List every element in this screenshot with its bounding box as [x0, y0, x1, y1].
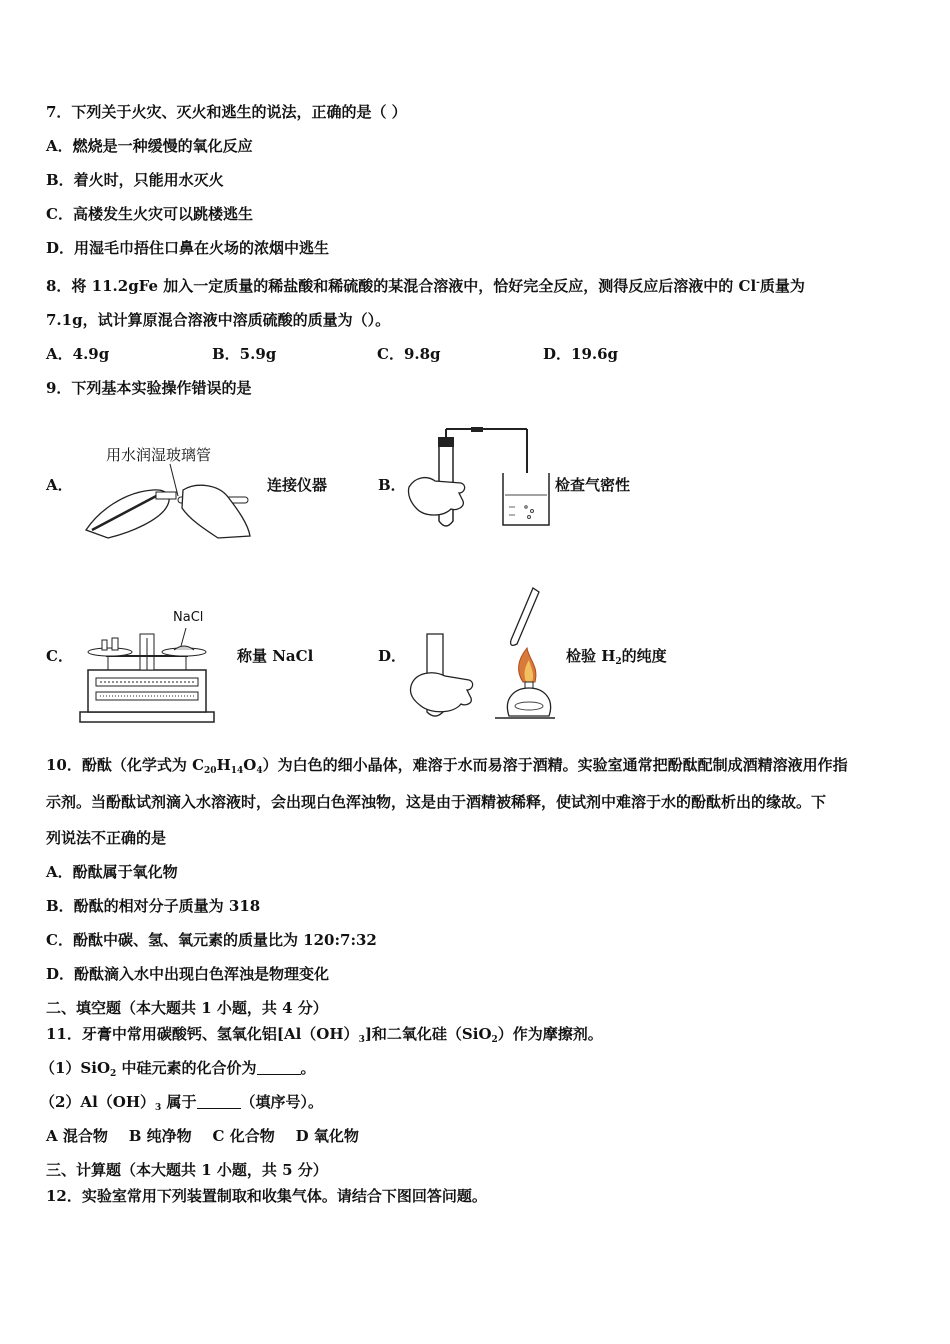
q10-stem-line1: 10．酚酞（化学式为 $C_{20}H_{14}O_4$）为白色的细小晶体，难溶于水而易溶于酒精。实验室通常把酚酞配制成酒精溶液用作指: [46, 756, 848, 776]
q7-option-b: B．着火时，只能用水灭火: [46, 171, 224, 189]
q9-stem: 9．下列基本实验操作错误的是: [46, 379, 252, 397]
q11-part2-answer-blank[interactable]: [197, 1094, 241, 1109]
connect-tubes-figure: [78, 442, 258, 542]
test-tube-beaker-drawing: [405, 425, 550, 533]
q8-option-a: A．4.9g: [46, 345, 110, 363]
q9-a-label: A．: [46, 476, 73, 494]
q11-part2: $(2)Al(OH)_3$ 属于 （填序号）。: [40, 1093, 324, 1113]
q7-stem: 7．下列关于火灾、灭火和逃生的说法，正确的是（ ）: [46, 103, 407, 121]
hands-tube-drawing: [78, 442, 258, 542]
section-calculation-heading: 三、计算题（本大题共 1 小题，共 5 分）: [46, 1161, 328, 1179]
q9-b-label: B．: [378, 476, 406, 494]
q9-a-caption: 连接仪器: [267, 476, 328, 494]
q7-option-a: A．燃烧是一种缓慢的氧化反应: [46, 137, 253, 155]
q10-option-d: D．酚酞滴入水中出现白色浑浊是物理变化: [46, 965, 330, 983]
q8-stem-line2: 7.1g，试计算原混合溶液中溶质硫酸的质量为（）。: [46, 311, 391, 329]
q12-stem: 12．实验室常用下列装置制取和收集气体。请结合下图回答问题。: [46, 1187, 487, 1205]
q9-c-figure-text: NaCl: [173, 610, 204, 625]
q8-option-d: D．19.6g: [543, 345, 619, 363]
q10-option-a: A．酚酞属于氧化物: [46, 863, 178, 881]
q8-option-c: C．9.8g: [377, 345, 441, 363]
q11-options: A 混合物 B 纯净物 C 化合物 D 氧化物: [46, 1127, 359, 1145]
q11-part1-answer-blank[interactable]: [257, 1060, 301, 1075]
q11-part1: （1）SiO$_2$ 中硅元素的化合价为 。: [40, 1059, 316, 1079]
q9-d-caption: 检验 $H_2$的纯度: [566, 647, 667, 667]
q9-c-label: C．: [46, 647, 73, 665]
tube-flame-drawing: [405, 586, 555, 724]
q9-d-label: D．: [378, 647, 407, 665]
section-fill-in-heading: 二、填空题（本大题共 1 小题，共 4 分）: [46, 999, 328, 1017]
q10-option-b: B．酚酞的相对分子质量为 318: [46, 897, 261, 915]
q9-b-caption: 检查气密性: [555, 476, 631, 494]
q10-stem-line3: 列说法不正确的是: [46, 829, 167, 847]
q11-stem: 11．牙膏中常用碳酸钙、氢氧化铝$[Al(OH)_3]$和二氧化硅（SiO$_2$）作为摩擦剂。: [46, 1025, 603, 1045]
balance-figure: [78, 608, 218, 724]
q10-stem-line2: 示剂。当酚酞试剂滴入水溶液时，会出现白色浑浊物，这是由于酒精被稀释，使试剂中难溶于水的酚酞析出的缘故。下: [46, 793, 827, 811]
q9-a-figure-text: 用水润湿玻璃管: [106, 446, 212, 464]
q7-option-c: C．高楼发生火灾可以跳楼逃生: [46, 205, 253, 223]
scale-drawing: [78, 608, 218, 724]
airtight-check-figure: [405, 425, 550, 533]
q7-option-d: D．用湿毛巾捂住口鼻在火场的浓烟中逃生: [46, 239, 330, 257]
q8-option-b: B．5.9g: [212, 345, 277, 363]
q10-option-c: C．酚酞中碳、氢、氧元素的质量比为 120:7:32: [46, 931, 377, 949]
q8-stem: 8．将 11.2gFe 加入一定质量的稀盐酸和稀硫酸的某混合溶液中，恰好完全反应，测得反应后溶液中的 Cl-质量为: [46, 277, 805, 295]
q9-c-caption: 称量 NaCl: [237, 647, 314, 665]
hydrogen-purity-figure: [405, 586, 555, 724]
